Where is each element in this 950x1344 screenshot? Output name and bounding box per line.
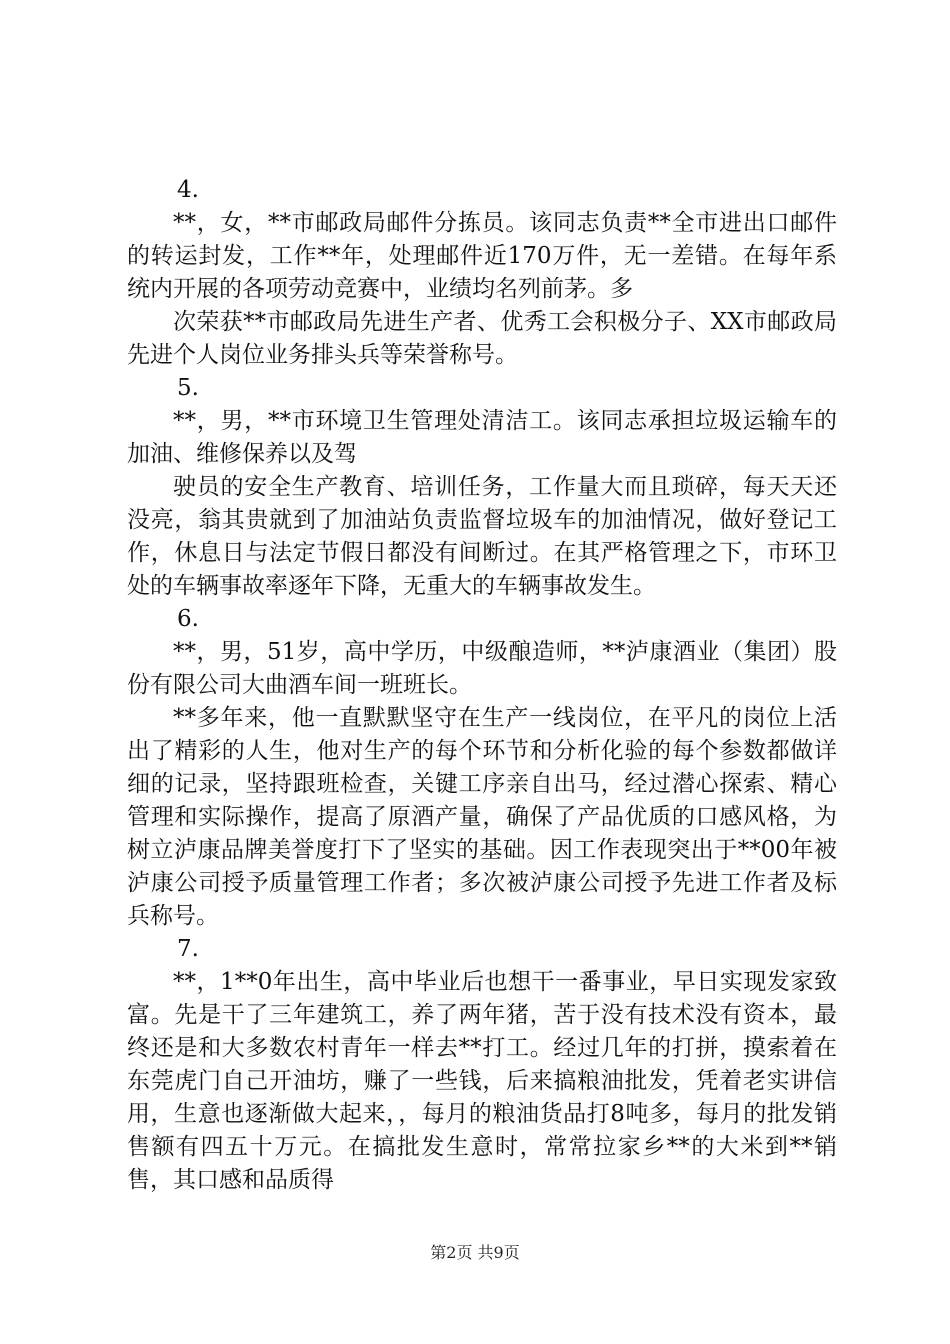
section-number: 6.: [177, 606, 199, 632]
paragraph: 驶员的安全生产教育、培训任务，工作量大而且琐碎，每天天还没亮，翁其贵就到了加油站负责监督垃圾车的加油情况，做好登记工作，休息日与法定节假日都没有间断过。在其严格管理之下，市环卫处的车辆事故率逐年下降，无重大的车辆事故发生。: [127, 474, 837, 599]
paragraph: 次荣获**市邮政局先进生产者、优秀工会积极分子、XX市邮政局先进个人岗位业务排头兵等荣誉称号。: [127, 309, 837, 368]
paragraph: **，女，**市邮政局邮件分拣员。该同志负责**全市进出口邮件的转运封发，工作**年，处理邮件近170万件，无一差错。在每年系统内开展的各项劳动竞赛中，业绩均名列前茅。多: [127, 210, 837, 302]
paragraph: **，1**0年出生，高中毕业后也想干一番事业，早日实现发家致富。先是干了三年建筑工，养了两年猪，苦于没有技术没有资本，最终还是和大多数农村青年一样去**打工。经过几年的打拼，摸索着在东莞虎门自己开油坊，赚了一些钱，后来搞粮油批发，凭着老实讲信用，生意也逐渐做大起来，，每月的粮油货品打8吨多，每月的批发销售额有四五十万元。在搞批发生意时，常常拉家乡**的大米到**销售，其口感和品质得: [127, 969, 837, 1193]
section-number: 7.: [177, 936, 199, 962]
section-number: 4.: [177, 177, 199, 203]
section-number: 5.: [177, 375, 199, 401]
paragraph: **，男，51岁，高中学历，中级酿造师，**泸康酒业（集团）股份有限公司大曲酒车间一班班长。: [127, 639, 837, 698]
paragraph: **多年来，他一直默默坚守在生产一线岗位，在平凡的岗位上活出了精彩的人生，他对生产的每个环节和分析化验的每个参数都做详细的记录，坚持跟班检查，关键工序亲自出马，经过潜心探索、精心管理和实际操作，提高了原酒产量，确保了产品优质的口感风格，为树立泸康品牌美誉度打下了坚实的基础。因工作表现突出于**00年被泸康公司授予质量管理工作者；多次被泸康公司授予先进工作者及标兵称号。: [127, 705, 837, 929]
document-body: [127, 174, 837, 1197]
page-footer: 第2页 共9页: [430, 1243, 520, 1262]
paragraph: **，男，**市环境卫生管理处清洁工。该同志承担垃圾运输车的加油、维修保养以及驾: [127, 408, 837, 467]
